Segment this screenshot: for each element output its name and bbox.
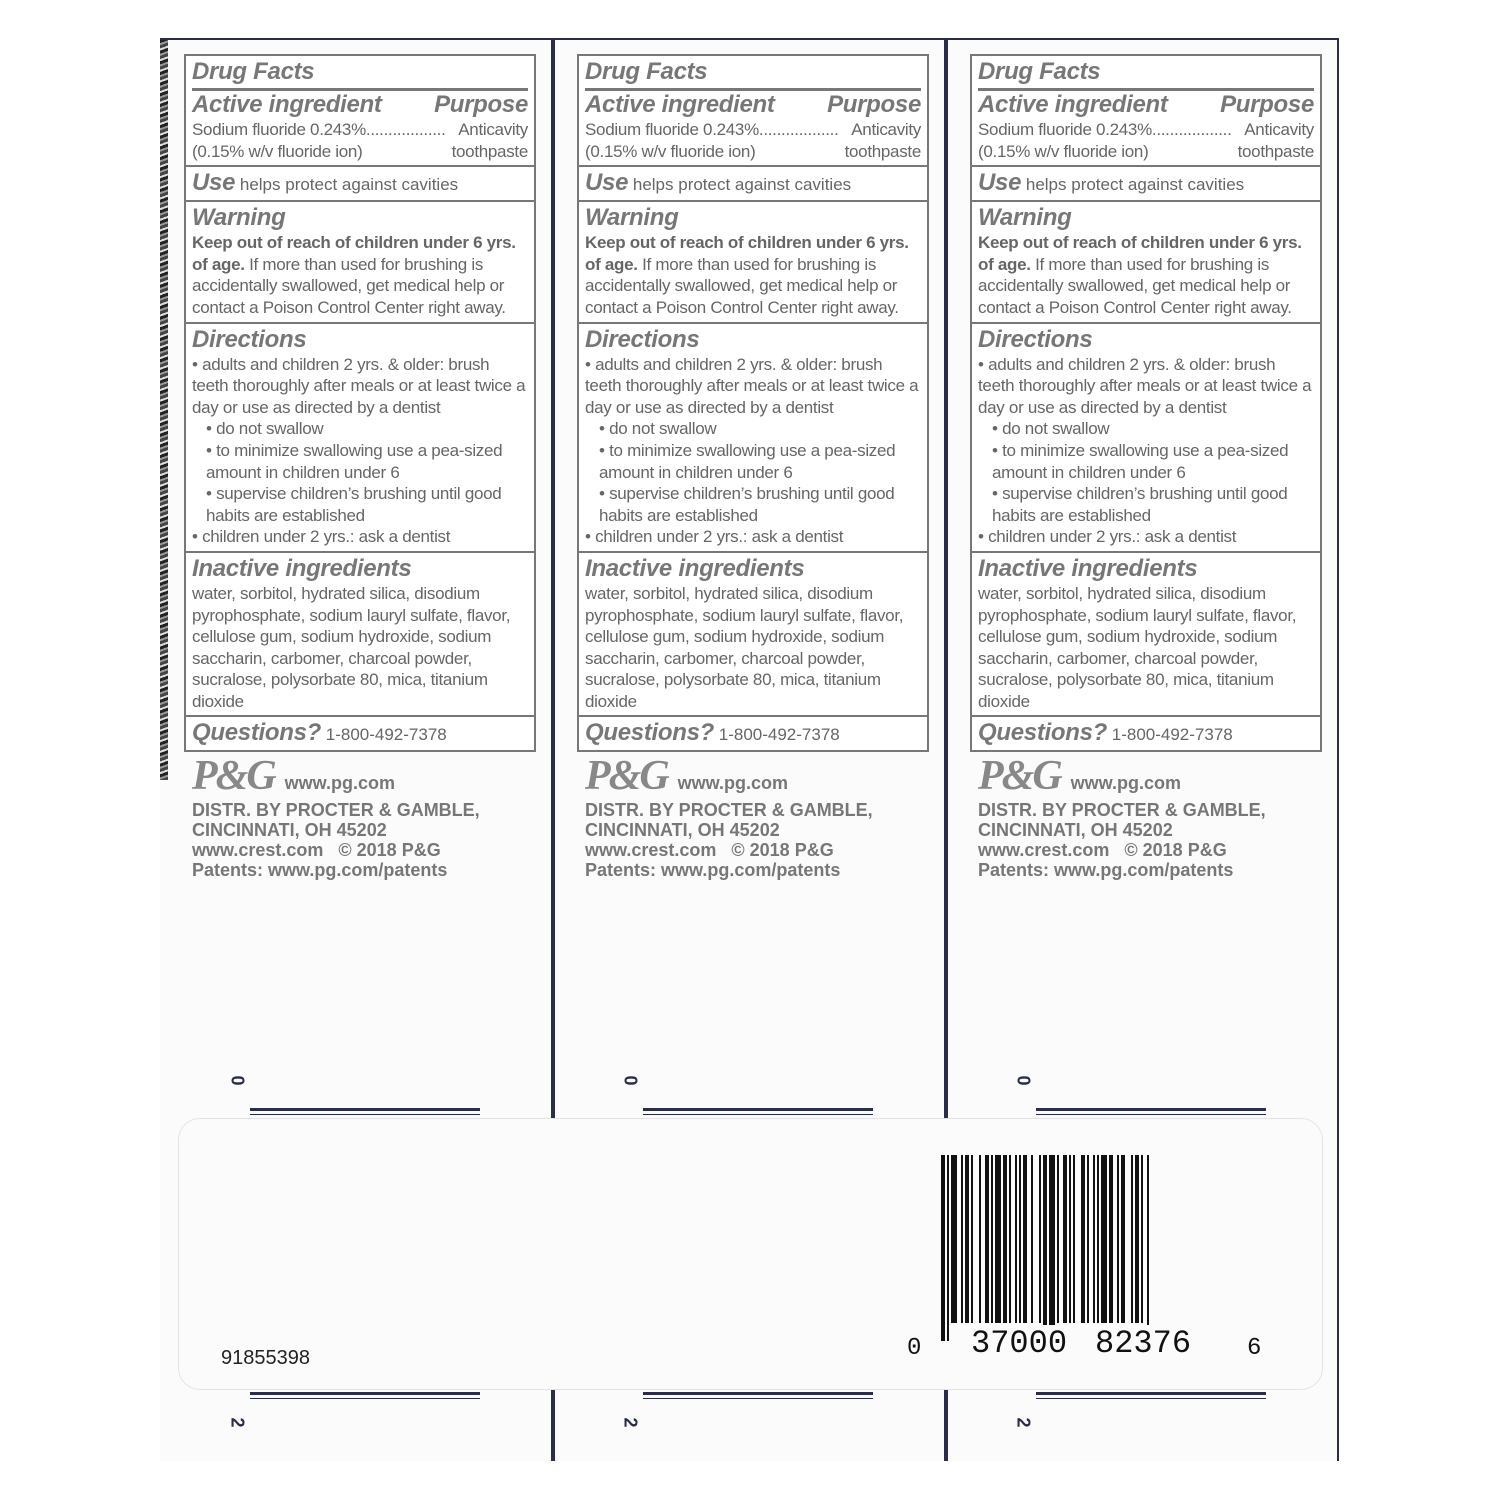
- drug-facts-title: Drug Facts: [978, 58, 1314, 91]
- direction-item: • children under 2 yrs.: ask a dentist: [585, 527, 844, 547]
- direction-item: • do not swallow: [206, 419, 324, 439]
- direction-item: • do not swallow: [992, 419, 1110, 439]
- warning-heading: Warning: [192, 204, 286, 232]
- direction-item: • supervise children’s brushing until good habits are established: [206, 484, 502, 525]
- use-heading: Use: [192, 169, 236, 197]
- fold-mark-bottom: 2: [620, 1417, 641, 1428]
- pg-logo: P&G: [585, 753, 668, 799]
- fold-line: [250, 1108, 480, 1111]
- purpose-line2: toothpaste: [1237, 141, 1314, 161]
- questions-heading: Questions?: [192, 719, 322, 747]
- barcode-bar: [1109, 1155, 1113, 1323]
- fold-line: [250, 1392, 480, 1395]
- direction-item: • children under 2 yrs.: ask a dentist: [192, 527, 451, 547]
- patents-line: Patents: www.pg.com/patents: [978, 860, 1234, 880]
- distributor-line: DISTR. BY PROCTER & GAMBLE,: [978, 800, 1266, 820]
- barcode-bar: [1043, 1155, 1047, 1341]
- barcode-bar: [1141, 1155, 1143, 1323]
- fold-line: [1036, 1392, 1266, 1395]
- barcode-bar: [1081, 1155, 1085, 1323]
- inactive-heading: Inactive ingredients: [978, 554, 1198, 582]
- fold-line: [643, 1398, 873, 1399]
- warning-heading: Warning: [585, 204, 679, 232]
- barcode-bar: [1101, 1155, 1107, 1323]
- purpose-line1: Anticavity: [458, 120, 528, 139]
- website-copyright: www.crest.com © 2018 P&G: [978, 840, 1227, 860]
- use-text: helps protect against cavities: [1025, 175, 1245, 195]
- barcode-bar: [1147, 1155, 1149, 1341]
- warning-bold: Keep out of reach of children under 6 yrs. of age.: [978, 233, 1302, 274]
- leader-dots: ..................: [758, 120, 839, 139]
- direction-item: • adults and children 2 yrs. & older: brush teeth thoroughly after meals or at least twice a day or use as directed by a dentist: [978, 354, 1312, 417]
- purpose-line2: toothpaste: [451, 141, 528, 161]
- patents-line: Patents: www.pg.com/patents: [192, 860, 448, 880]
- barcode-bar: [947, 1155, 949, 1341]
- pg-logo: P&G: [192, 753, 275, 799]
- sticker-code: 91855398: [221, 1347, 310, 1369]
- drug-facts-title: Drug Facts: [585, 58, 921, 91]
- website-copyright: www.crest.com © 2018 P&G: [585, 840, 834, 860]
- questions-heading: Questions?: [585, 719, 715, 747]
- barcode-bar: [1031, 1155, 1033, 1323]
- upc-barcode: [939, 1155, 1231, 1341]
- direction-item: • to minimize swallowing use a pea-sized amount in children under 6: [992, 440, 1289, 482]
- barcode-bar: [1073, 1155, 1075, 1323]
- barcode-bar: [1121, 1155, 1125, 1323]
- direction-item: • supervise children’s brushing until good habits are established: [992, 484, 1288, 525]
- use-text: helps protect against cavities: [632, 175, 852, 195]
- pg-url: www.pg.com: [1070, 773, 1181, 793]
- barcode-bar: [1015, 1155, 1017, 1323]
- barcode-sticker: [178, 1118, 1323, 1390]
- barcode-bar: [1117, 1155, 1119, 1323]
- direction-item: • children under 2 yrs.: ask a dentist: [978, 527, 1237, 547]
- drug-facts-box: [577, 54, 929, 752]
- purpose-heading: Purpose: [827, 91, 921, 118]
- active-heading: Active ingredient: [585, 91, 775, 118]
- active-line1: Sodium fluoride 0.243%: [585, 120, 759, 139]
- barcode-bar: [1003, 1155, 1007, 1323]
- inactive-text: water, sorbitol, hydrated silica, disodium pyrophosphate, sodium lauryl sulfate, flavor, cellulose gum, sodium hydroxide, sodium saccharin, carbomer, charcoal powder, sucralose, polysorbate 80, mica, titanium dioxide: [192, 583, 511, 711]
- leader-dots: ..................: [365, 120, 446, 139]
- purpose-line2: toothpaste: [844, 141, 921, 161]
- barcode-group-1: 37000: [971, 1325, 1068, 1362]
- fold-mark-bottom: 2: [1013, 1417, 1034, 1428]
- barcode-digit-right: 6: [1247, 1335, 1262, 1362]
- warning-text: If more than used for brushing is accidentally swallowed, get medical help or contact a Poison Control Center right away.: [978, 254, 1292, 317]
- fold-line: [250, 1398, 480, 1399]
- purpose-line1: Anticavity: [1244, 120, 1314, 139]
- active-heading: Active ingredient: [978, 91, 1168, 118]
- use-text: helps protect against cavities: [239, 175, 459, 195]
- barcode-bar: [1087, 1155, 1089, 1323]
- drug-facts-box: [184, 54, 536, 752]
- questions-heading: Questions?: [978, 719, 1108, 747]
- direction-item: • adults and children 2 yrs. & older: brush teeth thoroughly after meals or at least twice a day or use as directed by a dentist: [192, 354, 526, 417]
- distributor-line: DISTR. BY PROCTER & GAMBLE,: [585, 800, 873, 820]
- drug-facts-title: Drug Facts: [192, 58, 528, 91]
- directions-heading: Directions: [192, 325, 307, 353]
- fold-line: [643, 1114, 873, 1115]
- barcode-bar: [1019, 1155, 1021, 1323]
- warning-bold: Keep out of reach of children under 6 yrs. of age.: [585, 233, 909, 274]
- direction-item: • to minimize swallowing use a pea-sized amount in children under 6: [206, 440, 503, 482]
- direction-item: • do not swallow: [599, 419, 717, 439]
- questions-phone: 1-800-492-7378: [718, 725, 840, 745]
- questions-phone: 1-800-492-7378: [325, 725, 447, 745]
- purpose-heading: Purpose: [434, 91, 528, 118]
- fold-mark-top: 0: [1013, 1075, 1034, 1086]
- directions-heading: Directions: [978, 325, 1093, 353]
- pg-url: www.pg.com: [284, 773, 395, 793]
- barcode-bar: [1049, 1155, 1055, 1341]
- inactive-text: water, sorbitol, hydrated silica, disodium pyrophosphate, sodium lauryl sulfate, flavor, cellulose gum, sodium hydroxide, sodium saccharin, carbomer, charcoal powder, sucralose, polysorbate 80, mica, titanium dioxide: [585, 583, 904, 711]
- barcode-bar: [1063, 1155, 1067, 1323]
- barcode-bar: [1057, 1155, 1059, 1323]
- fold-mark-top: 0: [227, 1075, 248, 1086]
- barcode-bar: [1097, 1155, 1099, 1323]
- barcode-bar: [1131, 1155, 1133, 1323]
- direction-item: • supervise children’s brushing until good habits are established: [599, 484, 895, 525]
- barcode-bar: [961, 1155, 963, 1323]
- use-heading: Use: [978, 169, 1022, 197]
- warning-bold: Keep out of reach of children under 6 yrs. of age.: [192, 233, 516, 274]
- use-heading: Use: [585, 169, 629, 197]
- leader-dots: ..................: [1151, 120, 1232, 139]
- barcode-bar: [1135, 1155, 1139, 1323]
- drug-facts-box: [970, 54, 1322, 752]
- fold-line: [250, 1114, 480, 1115]
- corporate-info: [192, 752, 532, 880]
- purpose-line1: Anticavity: [851, 120, 921, 139]
- fold-line: [1036, 1114, 1266, 1115]
- barcode-bar: [1093, 1155, 1095, 1323]
- direction-item: • adults and children 2 yrs. & older: brush teeth thoroughly after meals or at least twice a day or use as directed by a dentist: [585, 354, 919, 417]
- barcode-bar: [985, 1155, 989, 1323]
- fold-line: [1036, 1108, 1266, 1111]
- pg-url: www.pg.com: [677, 773, 788, 793]
- direction-item: • to minimize swallowing use a pea-sized amount in children under 6: [599, 440, 896, 482]
- warning-text: If more than used for brushing is accidentally swallowed, get medical help or contact a Poison Control Center right away.: [585, 254, 899, 317]
- fold-line: [643, 1392, 873, 1395]
- barcode-bar: [951, 1155, 957, 1323]
- inactive-text: water, sorbitol, hydrated silica, disodium pyrophosphate, sodium lauryl sulfate, flavor, cellulose gum, sodium hydroxide, sodium saccharin, carbomer, charcoal powder, sucralose, polysorbate 80, mica, titanium dioxide: [978, 583, 1297, 711]
- warning-text: If more than used for brushing is accidentally swallowed, get medical help or contact a Poison Control Center right away.: [192, 254, 506, 317]
- barcode-bar: [1023, 1155, 1027, 1323]
- barcode-bar: [979, 1155, 981, 1323]
- website-copyright: www.crest.com © 2018 P&G: [192, 840, 441, 860]
- fold-line: [1036, 1398, 1266, 1399]
- fold-mark-bottom: 2: [227, 1417, 248, 1428]
- warning-heading: Warning: [978, 204, 1072, 232]
- barcode-bar: [941, 1155, 945, 1341]
- barcode-bar: [965, 1155, 969, 1323]
- address-line: CINCINNATI, OH 45202: [585, 820, 780, 840]
- barcode-bar: [1069, 1155, 1071, 1323]
- active-line1: Sodium fluoride 0.243%: [978, 120, 1152, 139]
- inactive-heading: Inactive ingredients: [585, 554, 805, 582]
- barcode-bar: [1039, 1155, 1041, 1323]
- active-line1: Sodium fluoride 0.243%: [192, 120, 366, 139]
- barcode-bar: [1009, 1155, 1011, 1323]
- active-line2: (0.15% w/v fluoride ion): [192, 141, 363, 161]
- barcode-bar: [995, 1155, 1001, 1323]
- barcode-bar: [991, 1155, 993, 1323]
- directions-heading: Directions: [585, 325, 700, 353]
- address-line: CINCINNATI, OH 45202: [978, 820, 1173, 840]
- questions-phone: 1-800-492-7378: [1111, 725, 1233, 745]
- fold-line: [643, 1108, 873, 1111]
- corporate-info: [978, 752, 1318, 880]
- address-line: CINCINNATI, OH 45202: [192, 820, 387, 840]
- active-line2: (0.15% w/v fluoride ion): [978, 141, 1149, 161]
- purpose-heading: Purpose: [1220, 91, 1314, 118]
- pg-logo: P&G: [978, 753, 1061, 799]
- distributor-line: DISTR. BY PROCTER & GAMBLE,: [192, 800, 480, 820]
- barcode-digit-left: 0: [907, 1335, 922, 1362]
- patents-line: Patents: www.pg.com/patents: [585, 860, 841, 880]
- active-heading: Active ingredient: [192, 91, 382, 118]
- inactive-heading: Inactive ingredients: [192, 554, 412, 582]
- active-line2: (0.15% w/v fluoride ion): [585, 141, 756, 161]
- fold-mark-top: 0: [620, 1075, 641, 1086]
- barcode-group-2: 82376: [1095, 1325, 1192, 1362]
- carton-edge-pattern: [160, 40, 168, 780]
- barcode-bar: [971, 1155, 973, 1323]
- corporate-info: [585, 752, 925, 880]
